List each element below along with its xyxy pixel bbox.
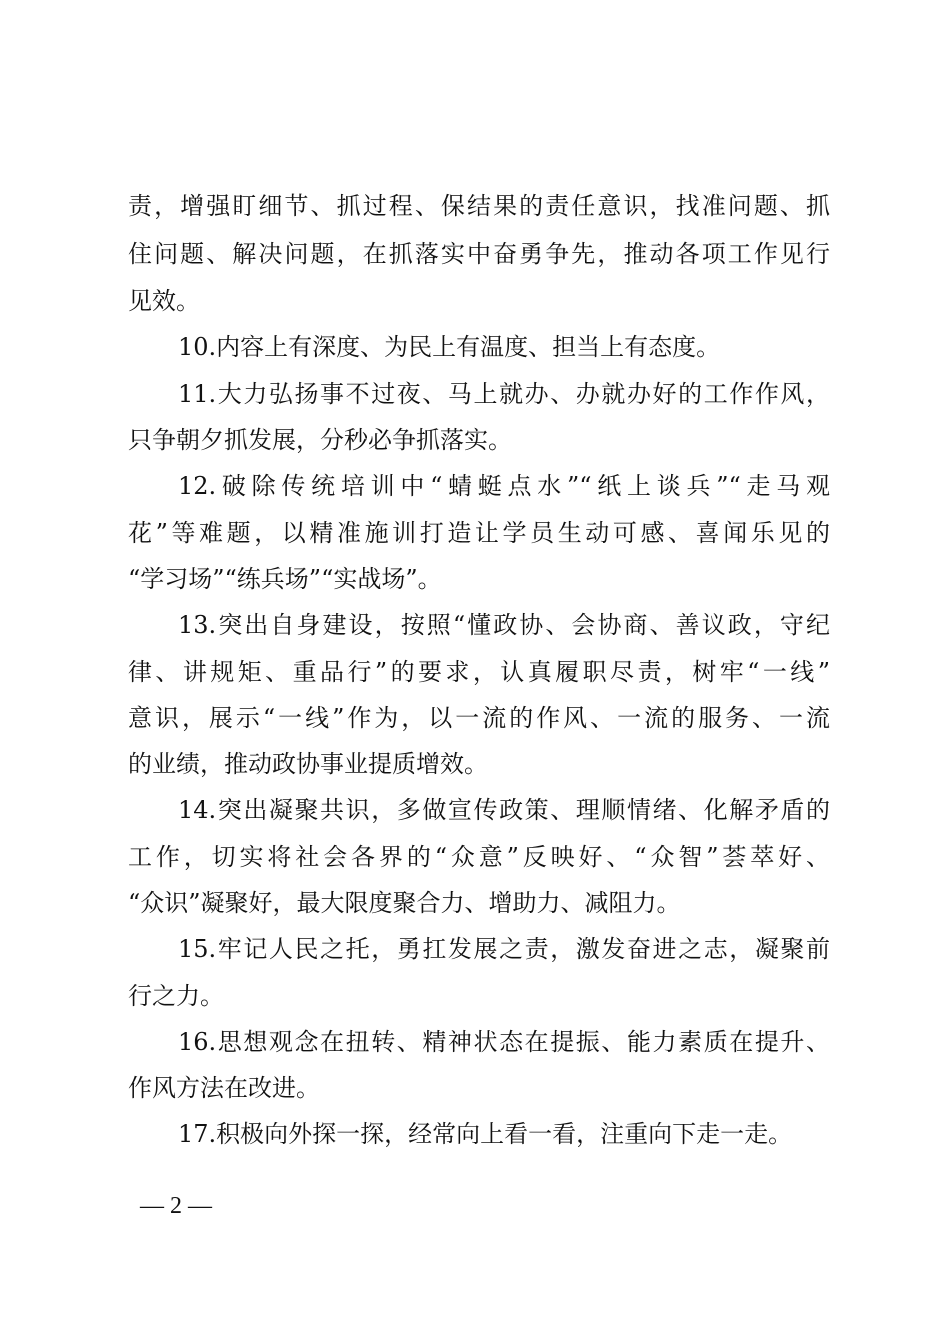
list-item-10: 10.内容上有深度、为民上有温度、担当上有态度。	[178, 333, 721, 361]
text-line: 的业绩，推动政协事业提质增效。	[128, 750, 488, 778]
text-line: 意识，展示“一线”作为，以一流的作风、一流的服务、一流	[128, 704, 830, 732]
list-item-17: 17.积极向外探一探，经常向上看一看，注重向下走一走。	[178, 1120, 793, 1148]
text-line: 工作，切实将社会各界的“众意”反映好、“众智”荟萃好、	[128, 843, 830, 871]
text-line: 责，增强盯细节、抓过程、保结果的责任意识，找准问题、抓	[128, 192, 830, 220]
text-line: 住问题、解决问题，在抓落实中奋勇争先，推动各项工作见行	[128, 240, 830, 268]
text-line: 花”等难题，以精准施训打造让学员生动可感、喜闻乐见的	[128, 519, 830, 547]
text-line: 只争朝夕抓发展，分秒必争抓落实。	[128, 426, 512, 454]
page-number: — 2 —	[140, 1193, 212, 1219]
text-line: “众识”凝聚好，最大限度聚合力、增助力、减阻力。	[128, 889, 681, 917]
list-item-12: 12.破除传统培训中“蜻蜓点水”“纸上谈兵”“走马观	[178, 472, 830, 500]
list-item-11: 11.大力弘扬事不过夜、马上就办、办就办好的工作作风，	[178, 380, 830, 408]
list-item-13: 13.突出自身建设，按照“懂政协、会协商、善议政，守纪	[178, 611, 830, 639]
text-line: 律、讲规矩、重品行”的要求，认真履职尽责，树牢“一线”	[128, 658, 830, 686]
list-item-16: 16.思想观念在扭转、精神状态在提振、能力素质在提升、	[178, 1028, 830, 1056]
list-item-14: 14.突出凝聚共识，多做宣传政策、理顺情绪、化解矛盾的	[178, 796, 830, 824]
text-line: 作风方法在改进。	[128, 1074, 320, 1102]
text-line: 行之力。	[128, 982, 224, 1010]
list-item-15: 15.牢记人民之托，勇扛发展之责，激发奋进之志，凝聚前	[178, 935, 830, 963]
text-line: “学习场”“练兵场”“实战场”。	[128, 565, 442, 593]
text-line: 见效。	[128, 287, 200, 315]
